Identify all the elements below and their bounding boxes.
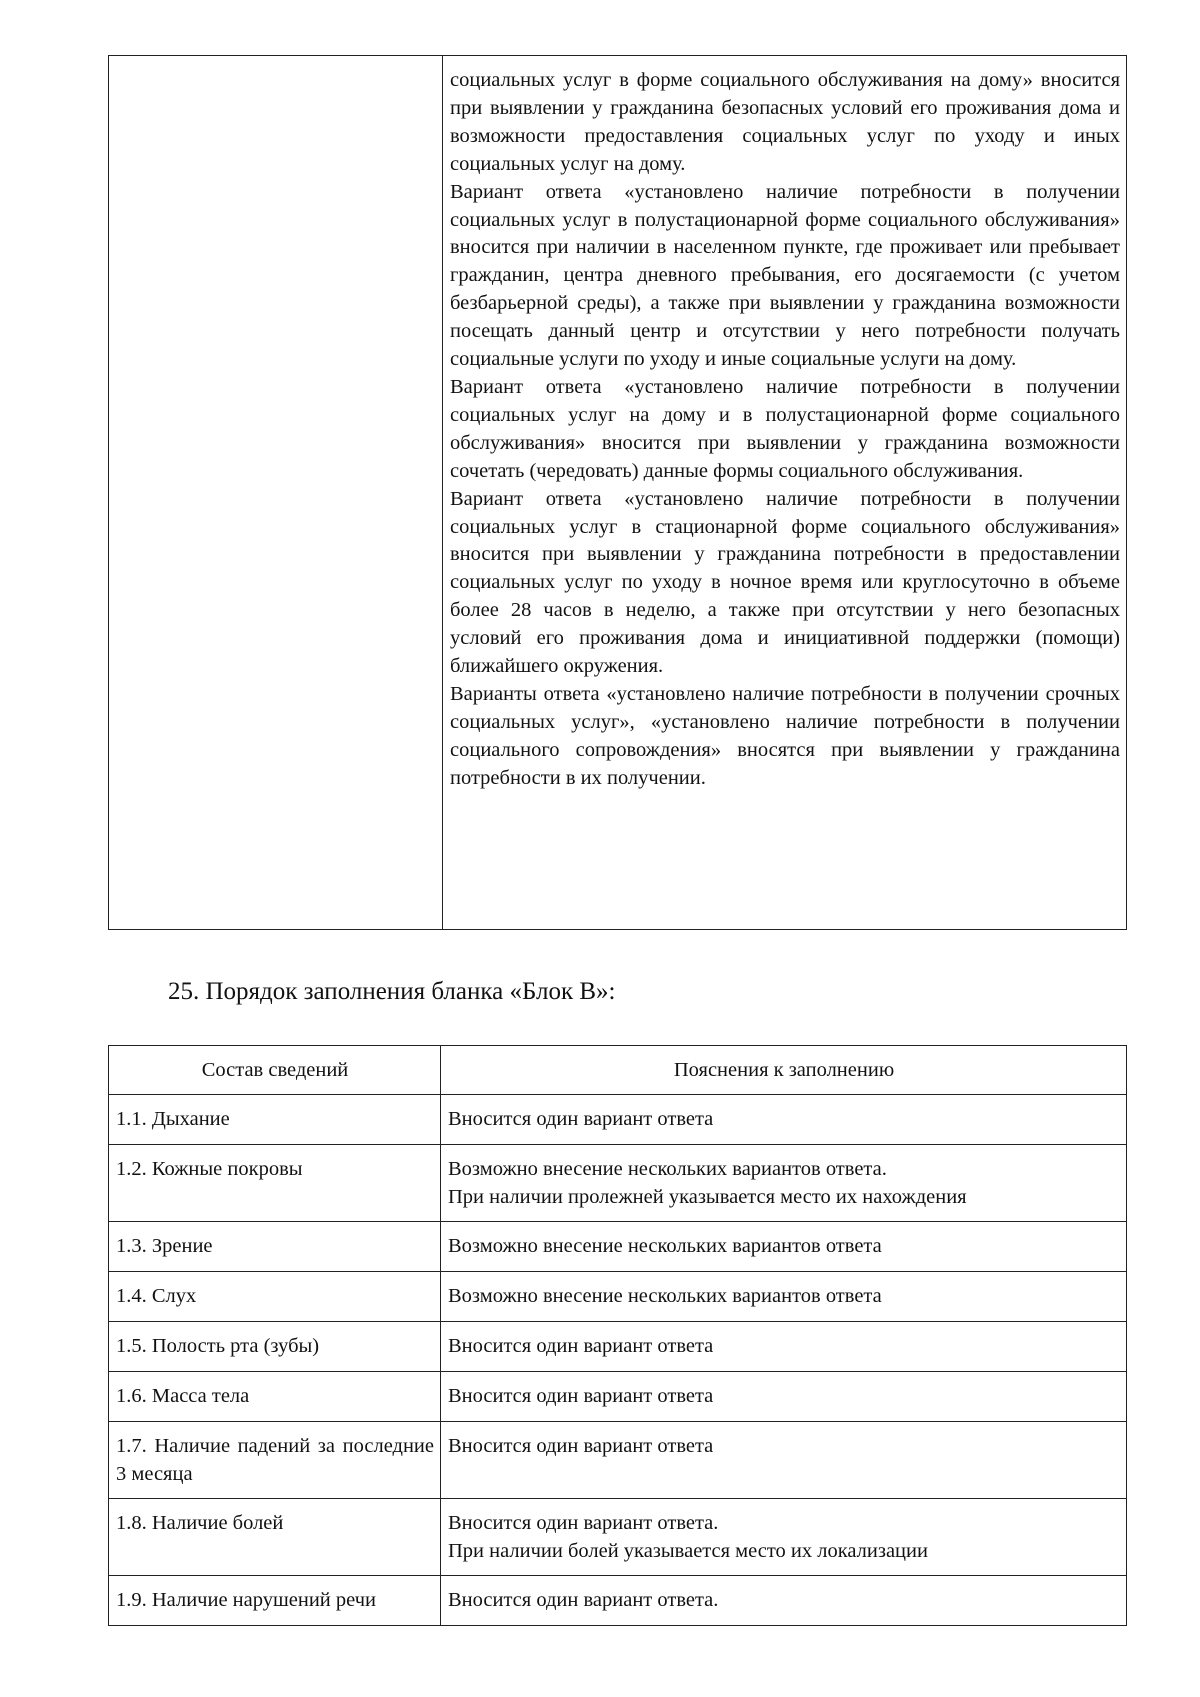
table-row — [109, 1145, 1127, 1222]
explanation-cell — [443, 56, 1127, 930]
note-cell — [441, 1222, 1127, 1272]
table-row — [109, 1576, 1127, 1626]
table-row — [109, 1372, 1127, 1422]
section-heading: 25. Порядок заполнения бланка «Блок В»: — [168, 978, 616, 1005]
item-cell: 1.3. Зрение — [109, 1222, 441, 1272]
note-line: Вносится один вариант ответа. — [448, 1512, 719, 1534]
block-v-table — [108, 1045, 1127, 1626]
column-header: Состав сведений — [109, 1046, 441, 1095]
note-line: Вносится один вариант ответа. — [448, 1589, 719, 1611]
paragraph: социальных услуг в форме социального обслуживания на дому» вносится при выявлении у гражданина безопасных условий его проживания дома и возможности предоставления социальных услуг по уходу и иных социальных услуг на дому. — [450, 69, 1120, 175]
table-row — [109, 1222, 1127, 1272]
paragraph: Вариант ответа «установлено наличие потребности в получении социальных услуг на дому и в полустационарной форме социального обслуживания» вносится при выявлении у гражданина возможности сочетать (чередовать) данные формы социального обслуживания. — [450, 375, 1120, 482]
item-cell: 1.2. Кожные покровы — [109, 1145, 441, 1222]
table-row — [109, 1499, 1127, 1576]
item-cell: 1.6. Масса тела — [109, 1372, 441, 1422]
continuation-table — [108, 55, 1127, 930]
note-cell — [441, 1499, 1127, 1576]
item-cell: 1.4. Слух — [109, 1272, 441, 1322]
item-cell: 1.7. Наличие падений за последние 3 месяца — [109, 1422, 441, 1499]
note-cell — [441, 1576, 1127, 1626]
note-line: Вносится один вариант ответа — [448, 1435, 714, 1457]
item-cell: 1.9. Наличие нарушений речи — [109, 1576, 441, 1626]
note-line: Возможно внесение нескольких вариантов ответа. — [448, 1158, 887, 1180]
paragraph: Варианты ответа «установлено наличие потребности в получении срочных социальных услуг», «установлено наличие потребности в получении социального сопровождения» вносятся при выявлении у гражданина потребности в их получении. — [450, 682, 1120, 789]
table-row — [109, 1322, 1127, 1372]
note-cell — [441, 1422, 1127, 1499]
note-cell — [441, 1372, 1127, 1422]
note-cell — [441, 1272, 1127, 1322]
note-line: Возможно внесение нескольких вариантов ответа — [448, 1235, 882, 1257]
note-line: Вносится один вариант ответа — [448, 1385, 714, 1407]
item-cell: 1.5. Полость рта (зубы) — [109, 1322, 441, 1372]
item-cell: 1.1. Дыхание — [109, 1095, 441, 1145]
paragraph: Вариант ответа «установлено наличие потребности в получении социальных услуг в стационарной форме социального обслуживания» вносится при выявлении у гражданина потребности в предоставлении социальных услуг по уходу в ночное время или круглосуточно в объеме более 28 часов в неделю, а также при отсутствии у него безопасных условий его проживания дома и инициативной поддержки (помощи) ближайшего окружения. — [450, 487, 1120, 678]
column-header: Пояснения к заполнению — [441, 1046, 1127, 1095]
note-line: При наличии пролежней указывается место их нахождения — [448, 1186, 967, 1208]
note-cell — [441, 1322, 1127, 1372]
item-cell: 1.8. Наличие болей — [109, 1499, 441, 1576]
note-cell — [441, 1095, 1127, 1145]
paragraph: Вариант ответа «установлено наличие потребности в получении социальных услуг в полустационарной форме социального обслуживания» вносится при наличии в населенном пункте, где проживает или пребывает гражданин, центра дневного пребывания, его досягаемости (с учетом безбарьерной среды), а также при выявлении у гражданина возможности посещать данный центр и отсутствии у него потребности получать социальные услуги по уходу и иные социальные услуги на дому. — [450, 180, 1120, 371]
note-cell — [441, 1145, 1127, 1222]
table-row — [109, 1272, 1127, 1322]
empty-left-cell — [109, 56, 443, 930]
table-row — [109, 56, 1127, 930]
note-line: При наличии болей указывается место их локализации — [448, 1540, 928, 1562]
note-line: Возможно внесение нескольких вариантов ответа — [448, 1285, 882, 1307]
table-row — [109, 1095, 1127, 1145]
note-line: Вносится один вариант ответа — [448, 1108, 714, 1130]
table-header-row — [109, 1046, 1127, 1095]
table-row — [109, 1422, 1127, 1499]
note-line: Вносится один вариант ответа — [448, 1335, 714, 1357]
